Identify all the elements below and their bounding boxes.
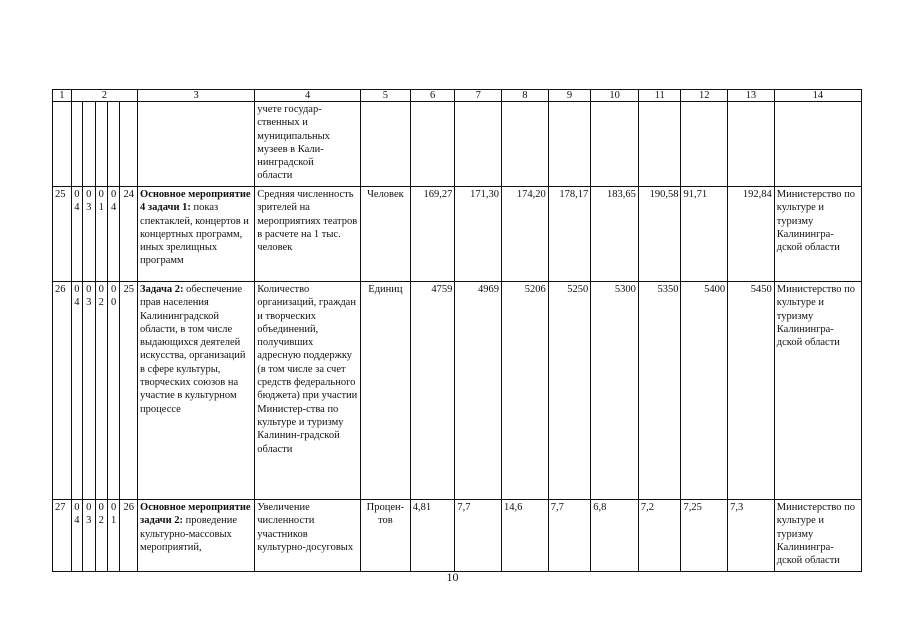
value-cell: 5300 xyxy=(591,282,639,500)
code-cell: 25 xyxy=(120,282,138,500)
code-cell: 04 xyxy=(107,187,119,282)
measure-description: показ спектаклей, концертов и концертных программ, иных зрелищных программ xyxy=(140,202,249,267)
unit-cell: Единиц xyxy=(361,282,411,500)
value-cell: 6,8 xyxy=(591,500,639,572)
code-cell: 04 xyxy=(71,282,82,500)
value-cell: 14,6 xyxy=(502,500,549,572)
measure-cell xyxy=(138,187,255,282)
row-number: 26 xyxy=(53,282,72,500)
responsible-cell: Министерство по культуре и туризму Калинингра-дской области xyxy=(774,500,861,572)
value-cell: 7,7 xyxy=(548,500,591,572)
value-cell: 178,17 xyxy=(548,187,591,282)
code-cell: 01 xyxy=(95,187,107,282)
header-row xyxy=(53,90,862,102)
header-cell: 3 xyxy=(138,90,255,102)
code-cell: 26 xyxy=(120,500,138,572)
measure-cell xyxy=(138,500,255,572)
indicator-cell: учете государ- ственных и муниципальных музеев в Кали- нинградской области xyxy=(255,102,361,187)
value-cell: 7,2 xyxy=(638,500,681,572)
table-row xyxy=(53,282,862,500)
value-cell: 5250 xyxy=(548,282,591,500)
responsible-cell: Министерство по культуре и туризму Калинингра-дской области xyxy=(774,187,861,282)
code-cell: 02 xyxy=(95,500,107,572)
code-cell: 04 xyxy=(71,187,82,282)
value-cell: 7,25 xyxy=(681,500,728,572)
value-cell: 5350 xyxy=(638,282,681,500)
header-cell: 10 xyxy=(591,90,639,102)
measure-cell xyxy=(138,282,255,500)
value-cell: 169,27 xyxy=(410,187,455,282)
value-cell: 4969 xyxy=(455,282,502,500)
value-cell: 4759 xyxy=(410,282,455,500)
value-cell: 5400 xyxy=(681,282,728,500)
value-cell: 7,7 xyxy=(455,500,502,572)
header-cell: 5 xyxy=(361,90,411,102)
page-number: 10 xyxy=(446,570,459,584)
header-cell: 12 xyxy=(681,90,728,102)
value-cell: 171,30 xyxy=(455,187,502,282)
table-row xyxy=(53,187,862,282)
code-cell: 01 xyxy=(107,500,119,572)
indicator-cell: Количество организаций, граждан и творческих объединений, получивших адресную поддержку (в том числе за счет средств федерального бюджета) при участии Министер-ства по культуре и туризму Калинин-градской области xyxy=(255,282,361,500)
code-cell: 24 xyxy=(120,187,138,282)
measure-title: Основное мероприятие 4 задачи 1: xyxy=(140,189,251,214)
value-cell: 192,84 xyxy=(728,187,775,282)
measure-description: проведение культурно-массовых мероприятий, xyxy=(140,515,238,553)
code-cell: 04 xyxy=(71,500,82,572)
measure-description: обеспечение прав населения Калининградской области, в том числе выдающихся деятелей искусства, организаций в сфере культуры, творческих союзов на участие в культурном процессе xyxy=(140,284,246,415)
measure-title: Задача 2: xyxy=(140,284,184,295)
header-cell: 4 xyxy=(255,90,361,102)
unit-cell: Человек xyxy=(361,187,411,282)
indicator-cell: Увеличение численности участников культурно-досуговых xyxy=(255,500,361,572)
row-number: 27 xyxy=(53,500,72,572)
code-cell: 03 xyxy=(83,282,95,500)
value-cell: 5450 xyxy=(728,282,775,500)
value-cell: 4,81 xyxy=(410,500,455,572)
code-cell: 00 xyxy=(107,282,119,500)
row-number: 25 xyxy=(53,187,72,282)
code-cell: 03 xyxy=(83,500,95,572)
header-cell: 13 xyxy=(728,90,775,102)
value-cell: 174,20 xyxy=(502,187,549,282)
value-cell: 7,3 xyxy=(728,500,775,572)
code-cell: 03 xyxy=(83,187,95,282)
value-cell: 91,71 xyxy=(681,187,728,282)
indicator-table xyxy=(52,89,862,572)
header-cell: 7 xyxy=(455,90,502,102)
responsible-cell: Министерство по культуре и туризму Калинингра-дской области xyxy=(774,282,861,500)
value-cell: 190,58 xyxy=(638,187,681,282)
measure-title: Основное мероприятие задачи 2: xyxy=(140,502,251,527)
header-cell: 14 xyxy=(774,90,861,102)
header-cell: 8 xyxy=(502,90,549,102)
code-cell: 02 xyxy=(95,282,107,500)
continuation-row xyxy=(53,102,862,187)
table-row xyxy=(53,500,862,572)
value-cell: 183,65 xyxy=(591,187,639,282)
unit-cell: Процен-тов xyxy=(361,500,411,572)
indicator-cell: Средняя численность зрителей на мероприятиях театров в расчете на 1 тыс. человек xyxy=(255,187,361,282)
header-cell: 1 xyxy=(53,90,72,102)
header-cell: 2 xyxy=(71,90,137,102)
value-cell: 5206 xyxy=(502,282,549,500)
header-cell: 11 xyxy=(638,90,681,102)
header-cell: 6 xyxy=(410,90,455,102)
header-cell: 9 xyxy=(548,90,591,102)
